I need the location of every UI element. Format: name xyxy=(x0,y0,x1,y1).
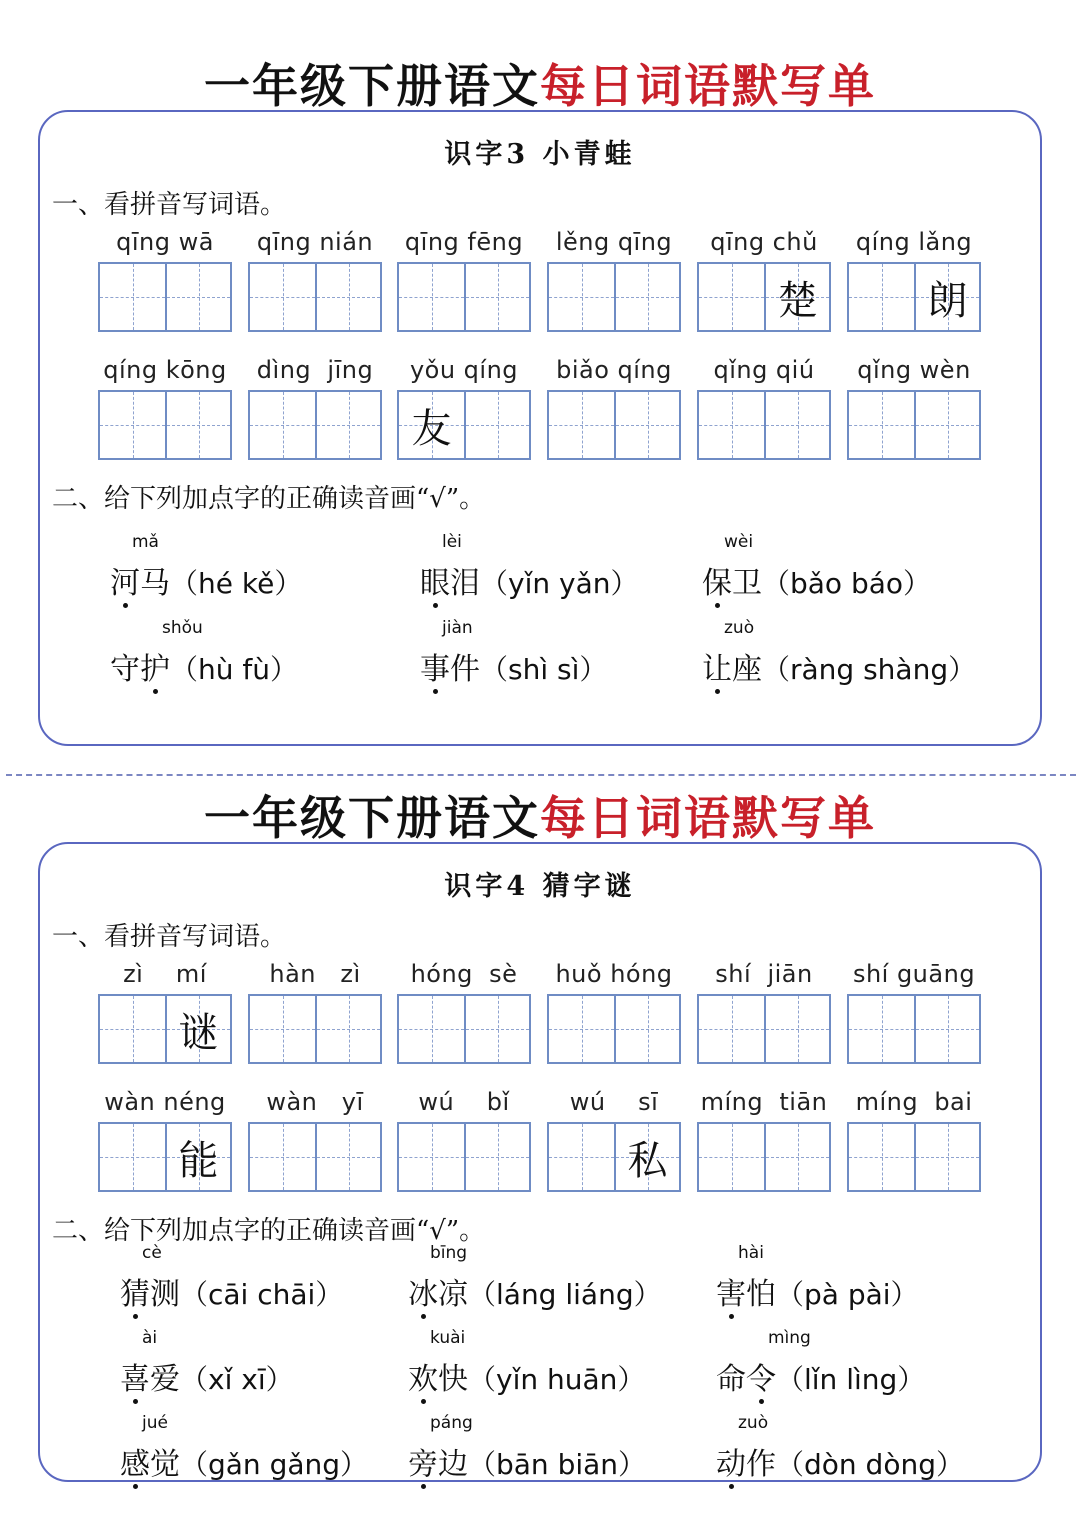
item-line xyxy=(110,558,302,602)
writing-boxes xyxy=(98,262,232,332)
given-character: 朗 xyxy=(927,277,968,324)
pinyin-options[interactable]: （yǐn yǎn） xyxy=(480,567,639,600)
item-line xyxy=(120,1354,294,1398)
given-character xyxy=(100,1124,165,1190)
given-character xyxy=(549,996,614,1062)
character: 卫 xyxy=(732,566,762,601)
writing-boxes xyxy=(248,390,382,460)
character: 作 xyxy=(746,1447,776,1482)
writing-boxes xyxy=(248,1122,382,1192)
writing-boxes xyxy=(697,262,831,332)
tianzige-box[interactable] xyxy=(399,1124,464,1190)
tianzige-box[interactable] xyxy=(849,1124,914,1190)
writing-boxes xyxy=(547,262,681,332)
given-character xyxy=(616,264,679,330)
tianzige-box[interactable] xyxy=(549,1124,614,1190)
tianzige-box[interactable] xyxy=(464,996,529,1062)
tianzige-box[interactable] xyxy=(100,996,165,1062)
tianzige-box[interactable] xyxy=(699,392,764,458)
dotted-character: 旁 xyxy=(408,1439,438,1483)
given-character: 能 xyxy=(178,1137,219,1184)
given-character xyxy=(766,392,829,458)
tianzige-box[interactable] xyxy=(699,1124,764,1190)
given-character: 友 xyxy=(411,405,452,452)
section-heading-write: 一、看拼音写词语。 xyxy=(52,190,287,220)
pinyin-label: hóng sè xyxy=(410,960,518,988)
given-character xyxy=(916,392,979,458)
item-line xyxy=(702,644,976,688)
writing-boxes xyxy=(397,262,531,332)
ruby-pinyin: zuò xyxy=(738,1413,769,1433)
tianzige-box[interactable] xyxy=(399,264,464,330)
ruby-pinyin: mǎ xyxy=(132,532,159,552)
given-character xyxy=(916,1124,979,1190)
pinyin-options[interactable]: （shì sì） xyxy=(480,653,608,686)
given-character xyxy=(167,392,230,458)
tianzige-box[interactable] xyxy=(699,264,764,330)
writing-boxes xyxy=(98,994,232,1064)
lesson-title: 识字3 小青蛙 xyxy=(444,139,636,170)
tianzige-box[interactable] xyxy=(914,1124,979,1190)
pinyin-label: míng bai xyxy=(855,1088,973,1116)
character: 命 xyxy=(716,1362,746,1397)
given-character xyxy=(100,392,165,458)
tianzige-box[interactable] xyxy=(315,996,380,1062)
ruby-pinyin: jiàn xyxy=(442,618,473,638)
tianzige-box[interactable] xyxy=(100,392,165,458)
pinyin-options[interactable]: （bān biān） xyxy=(468,1448,647,1481)
dotted-character: 事 xyxy=(420,644,450,688)
dotted-character: 欢 xyxy=(408,1354,438,1398)
tianzige-box[interactable] xyxy=(549,264,614,330)
given-character xyxy=(916,996,979,1062)
pinyin-label: wàn néng xyxy=(104,1088,226,1116)
pinyin-options[interactable]: （gǎn gǎng） xyxy=(180,1448,369,1481)
tianzige-box[interactable] xyxy=(165,392,230,458)
writing-boxes xyxy=(98,1122,232,1192)
item-line xyxy=(420,558,638,602)
item-line xyxy=(408,1354,645,1398)
writing-boxes xyxy=(547,994,681,1064)
cut-line-divider xyxy=(6,774,1076,776)
character: 测 xyxy=(150,1277,180,1312)
pinyin-label: wàn yī xyxy=(266,1088,364,1116)
ruby-pinyin: shǒu xyxy=(162,618,203,638)
character: 爱 xyxy=(150,1362,180,1397)
pinyin-options[interactable]: （bǎo báo） xyxy=(762,567,932,600)
character: 件 xyxy=(450,652,480,687)
given-character: 谜 xyxy=(178,1009,219,1056)
given-character xyxy=(250,996,315,1062)
tianzige-box[interactable] xyxy=(399,996,464,1062)
dotted-character: 猜 xyxy=(120,1269,150,1313)
item-line xyxy=(408,1439,646,1483)
tianzige-box[interactable] xyxy=(100,264,165,330)
pinyin-label: wú bǐ xyxy=(418,1088,510,1116)
pinyin-options[interactable]: （lǐn lìng） xyxy=(776,1363,926,1396)
ruby-pinyin: wèi xyxy=(724,532,754,552)
dotted-character: 害 xyxy=(716,1269,746,1313)
lesson-title: 识字4 猜字谜 xyxy=(444,871,636,902)
ruby-pinyin: zuò xyxy=(724,618,755,638)
pinyin-options[interactable]: （pà pài） xyxy=(776,1278,919,1311)
given-character xyxy=(849,264,914,330)
given-character xyxy=(466,996,529,1062)
character: 凉 xyxy=(438,1277,468,1312)
given-character xyxy=(549,1124,614,1190)
tianzige-box[interactable] xyxy=(764,1124,829,1190)
pinyin-label: shí guāng xyxy=(852,960,976,988)
tianzige-box[interactable] xyxy=(849,996,914,1062)
section-heading-write: 一、看拼音写词语。 xyxy=(52,922,287,952)
tianzige-box[interactable] xyxy=(614,1124,679,1190)
tianzige-box[interactable] xyxy=(464,264,529,330)
pinyin-options[interactable]: （láng liáng） xyxy=(468,1278,662,1311)
given-character xyxy=(699,1124,764,1190)
given-character xyxy=(849,996,914,1062)
writing-boxes xyxy=(697,390,831,460)
dotted-character: 眼 xyxy=(420,558,450,602)
pinyin-label: huǒ hóng xyxy=(555,960,673,988)
page-title: 一年级下册语文每日词语默写单 xyxy=(204,59,876,113)
character: 泪 xyxy=(450,566,480,601)
dotted-character: 动 xyxy=(716,1439,746,1483)
dotted-character: 护 xyxy=(140,644,170,688)
writing-boxes xyxy=(847,390,981,460)
pinyin-label: qīng nián xyxy=(256,228,374,256)
given-character xyxy=(466,1124,529,1190)
pinyin-label: qīng chǔ xyxy=(710,228,818,256)
given-character xyxy=(616,996,679,1062)
dotted-character: 喜 xyxy=(120,1354,150,1398)
section-heading-pronunciation: 二、给下列加点字的正确读音画“√”。 xyxy=(52,1216,486,1246)
tianzige-box[interactable] xyxy=(165,1124,230,1190)
pinyin-label: shí jiān xyxy=(715,960,813,988)
writing-boxes xyxy=(98,390,232,460)
given-character xyxy=(399,996,464,1062)
given-character xyxy=(466,392,529,458)
tianzige-box[interactable] xyxy=(764,392,829,458)
pinyin-label: qíng lǎng xyxy=(855,228,973,256)
character: 怕 xyxy=(746,1277,776,1312)
writing-boxes xyxy=(847,262,981,332)
ruby-pinyin: bīng xyxy=(430,1243,468,1263)
item-line xyxy=(716,1439,964,1483)
writing-boxes xyxy=(397,390,531,460)
dotted-character: 河 xyxy=(110,558,140,602)
tianzige-box[interactable] xyxy=(849,392,914,458)
ruby-pinyin: hài xyxy=(738,1243,764,1263)
ruby-pinyin: ài xyxy=(142,1328,158,1348)
tianzige-box[interactable] xyxy=(614,392,679,458)
pinyin-options[interactable]: （cāi chāi） xyxy=(180,1278,344,1311)
tianzige-box[interactable] xyxy=(315,1124,380,1190)
pinyin-label: lěng qīng xyxy=(555,228,673,256)
character: 马 xyxy=(140,566,170,601)
pinyin-label: biǎo qíng xyxy=(556,356,672,384)
given-character xyxy=(549,392,614,458)
tianzige-box[interactable] xyxy=(464,1124,529,1190)
given-character xyxy=(100,996,165,1062)
given-character xyxy=(250,392,315,458)
page-title: 一年级下册语文每日词语默写单 xyxy=(204,791,876,845)
tianzige-box[interactable] xyxy=(165,996,230,1062)
writing-boxes xyxy=(547,1122,681,1192)
item-line xyxy=(120,1439,368,1483)
character: 座 xyxy=(732,652,762,687)
given-character xyxy=(250,264,315,330)
pinyin-label: qīng fēng xyxy=(404,228,524,256)
pinyin-label: wú sī xyxy=(569,1088,659,1116)
given-character xyxy=(167,264,230,330)
tianzige-box[interactable] xyxy=(100,1124,165,1190)
tianzige-box[interactable] xyxy=(549,392,614,458)
given-character xyxy=(317,392,380,458)
given-character xyxy=(250,1124,315,1190)
item-line xyxy=(120,1269,343,1313)
dotted-character: 感 xyxy=(120,1439,150,1483)
pinyin-label: qǐng qiú xyxy=(713,356,815,384)
writing-boxes xyxy=(397,994,531,1064)
tianzige-box[interactable] xyxy=(315,392,380,458)
pinyin-options[interactable]: （yǐn huān） xyxy=(468,1363,646,1396)
tianzige-box[interactable] xyxy=(699,996,764,1062)
tianzige-box[interactable] xyxy=(399,392,464,458)
dotted-character: 冰 xyxy=(408,1269,438,1313)
tianzige-box[interactable] xyxy=(849,264,914,330)
writing-boxes xyxy=(248,994,382,1064)
ruby-pinyin: jué xyxy=(142,1413,168,1433)
writing-boxes xyxy=(847,1122,981,1192)
tianzige-box[interactable] xyxy=(464,392,529,458)
writing-boxes xyxy=(697,1122,831,1192)
tianzige-box[interactable] xyxy=(614,264,679,330)
ruby-pinyin: cè xyxy=(142,1243,162,1263)
given-character xyxy=(399,264,464,330)
given-character: 楚 xyxy=(777,277,818,324)
given-character xyxy=(466,264,529,330)
given-character xyxy=(317,996,380,1062)
given-character xyxy=(766,1124,829,1190)
dotted-character: 令 xyxy=(746,1354,776,1398)
tianzige-box[interactable] xyxy=(250,1124,315,1190)
pinyin-options[interactable]: （hé kě） xyxy=(170,567,303,600)
given-character xyxy=(616,392,679,458)
tianzige-box[interactable] xyxy=(914,996,979,1062)
section-heading-pronunciation: 二、给下列加点字的正确读音画“√”。 xyxy=(52,484,486,514)
writing-boxes xyxy=(248,262,382,332)
tianzige-box[interactable] xyxy=(914,264,979,330)
given-character xyxy=(399,1124,464,1190)
item-line xyxy=(420,644,607,688)
dotted-character: 保 xyxy=(702,558,732,602)
character: 觉 xyxy=(150,1447,180,1482)
tianzige-box[interactable] xyxy=(549,996,614,1062)
pinyin-label: qíng kōng xyxy=(103,356,227,384)
character: 边 xyxy=(438,1447,468,1482)
item-line xyxy=(408,1269,662,1313)
tianzige-box[interactable] xyxy=(250,996,315,1062)
tianzige-box[interactable] xyxy=(914,392,979,458)
given-character xyxy=(549,264,614,330)
pinyin-options[interactable]: （xǐ xī） xyxy=(180,1363,294,1396)
pinyin-options[interactable]: （hù fù） xyxy=(170,653,298,686)
item-line xyxy=(716,1269,919,1313)
pinyin-label: míng tiān xyxy=(700,1088,828,1116)
tianzige-box[interactable] xyxy=(315,264,380,330)
writing-boxes xyxy=(847,994,981,1064)
given-character xyxy=(699,996,764,1062)
pinyin-options[interactable]: （ràng shàng） xyxy=(762,653,977,686)
item-line xyxy=(716,1354,925,1398)
given-character xyxy=(100,264,165,330)
tianzige-box[interactable] xyxy=(764,264,829,330)
given-character xyxy=(699,264,764,330)
given-character xyxy=(317,264,380,330)
given-character xyxy=(766,996,829,1062)
pinyin-label: hàn zì xyxy=(269,960,361,988)
character: 快 xyxy=(438,1362,468,1397)
writing-boxes xyxy=(697,994,831,1064)
writing-boxes xyxy=(397,1122,531,1192)
item-line xyxy=(702,558,931,602)
ruby-pinyin: kuài xyxy=(430,1328,466,1348)
pinyin-label: dìng jīng xyxy=(256,356,374,384)
tianzige-box[interactable] xyxy=(165,264,230,330)
pinyin-label: qǐng wèn xyxy=(857,356,971,384)
pinyin-label: yǒu qíng xyxy=(409,356,519,384)
given-character: 私 xyxy=(627,1137,668,1184)
pinyin-label: zì mí xyxy=(123,960,207,988)
given-character xyxy=(699,392,764,458)
writing-boxes xyxy=(547,390,681,460)
given-character xyxy=(849,1124,914,1190)
given-character xyxy=(849,392,914,458)
item-line xyxy=(110,644,298,688)
given-character xyxy=(317,1124,380,1190)
tianzige-box[interactable] xyxy=(250,392,315,458)
dotted-character: 让 xyxy=(702,644,732,688)
tianzige-box[interactable] xyxy=(250,264,315,330)
pinyin-options[interactable]: （dòn dòng） xyxy=(776,1448,964,1481)
ruby-pinyin: mìng xyxy=(768,1328,811,1348)
ruby-pinyin: páng xyxy=(430,1413,473,1433)
tianzige-box[interactable] xyxy=(614,996,679,1062)
tianzige-box[interactable] xyxy=(764,996,829,1062)
pinyin-label: qīng wā xyxy=(116,228,214,256)
character: 守 xyxy=(110,652,140,687)
ruby-pinyin: lèi xyxy=(442,532,462,552)
